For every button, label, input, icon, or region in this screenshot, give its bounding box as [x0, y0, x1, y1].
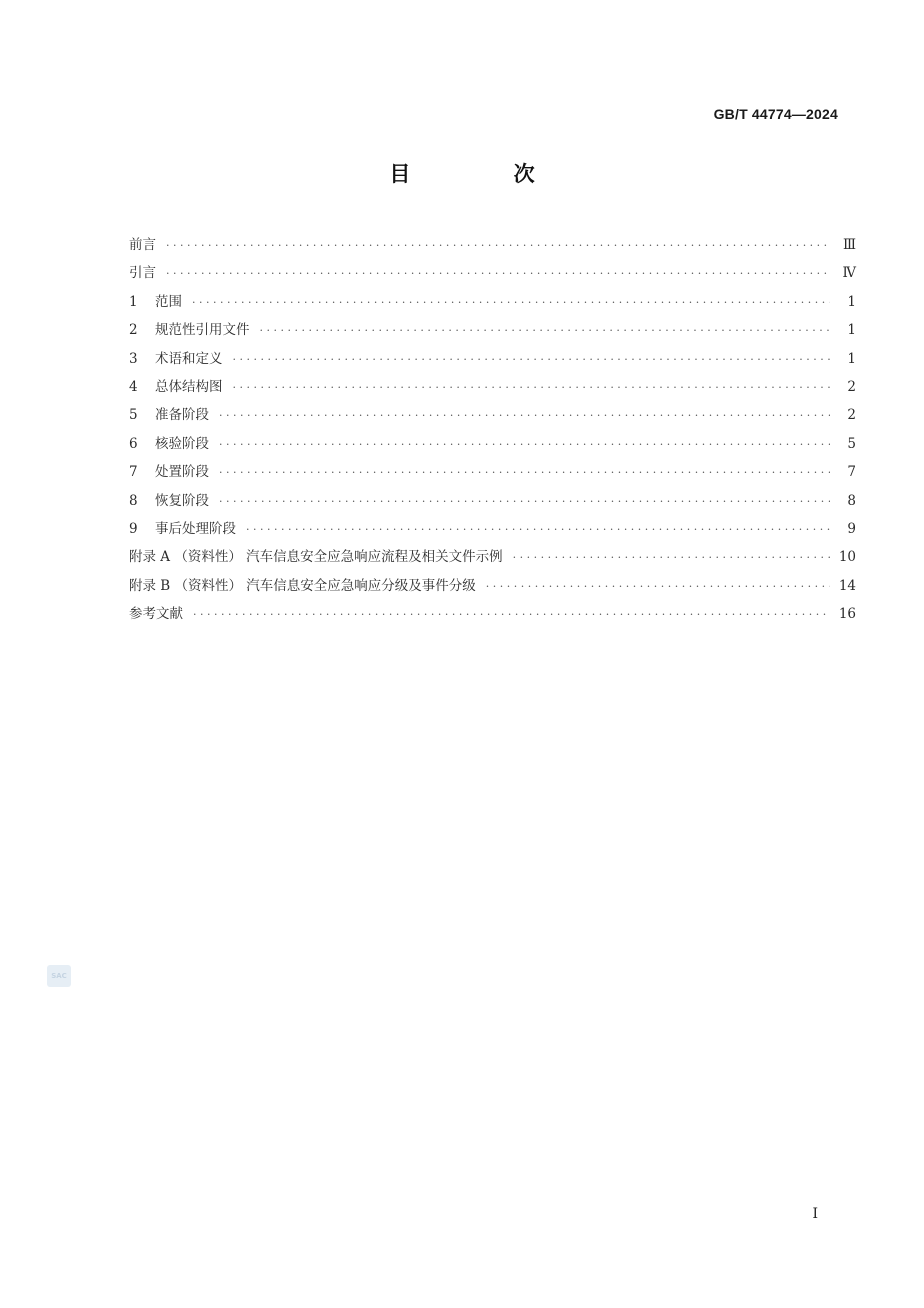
- toc-entry-label: 8 恢复阶段: [129, 492, 209, 509]
- toc-entry-post-incident[interactable]: [129, 517, 856, 545]
- toc-entry-page: 1: [847, 322, 856, 339]
- toc-entry-page: 1: [847, 350, 856, 367]
- standard-number: GB/T 44774—2024: [713, 106, 838, 122]
- toc-dot-leader: [166, 267, 830, 280]
- toc-entry-normative-references[interactable]: [129, 318, 856, 346]
- toc-entry-page: Ⅳ: [842, 265, 856, 282]
- toc-entry-preparation[interactable]: [129, 403, 856, 431]
- toc-entry-label: 附录 A （资料性） 汽车信息安全应急响应流程及相关文件示例: [129, 549, 503, 566]
- toc-entry-appendix-a[interactable]: [129, 545, 856, 573]
- toc-entry-number: 4: [129, 378, 138, 395]
- toc-dot-leader: [219, 438, 830, 451]
- toc-dot-leader: [219, 409, 830, 422]
- toc-entry-page: 14: [838, 577, 856, 594]
- toc-dot-leader: [486, 580, 830, 593]
- toc-entry-label: 7 处置阶段: [129, 464, 209, 481]
- toc-dot-leader: [233, 381, 831, 394]
- toc-entry-introduction[interactable]: [129, 261, 856, 289]
- toc-entry-page: 7: [847, 464, 856, 481]
- toc-entry-label: 参考文献: [129, 606, 183, 623]
- toc-dot-leader: [166, 239, 830, 252]
- toc-entry-bibliography[interactable]: [129, 602, 856, 630]
- toc-entry-label: 引言: [129, 265, 156, 282]
- toc-entry-terms-definitions[interactable]: [129, 347, 856, 375]
- toc-entry-label: 2 规范性引用文件: [129, 322, 250, 339]
- toc-entry-label: 5 准备阶段: [129, 407, 209, 424]
- toc-entry-label: 附录 B （资料性） 汽车信息安全应急响应分级及事件分级: [129, 577, 476, 594]
- toc-entry-number: 7: [129, 464, 138, 481]
- toc-entry-number: 5: [129, 407, 138, 424]
- page-number: I: [812, 1206, 818, 1222]
- page-title: 目 次: [389, 162, 583, 186]
- toc-entry-scope[interactable]: [129, 290, 856, 318]
- toc-entry-page: 16: [838, 606, 856, 623]
- toc-entry-number: 3: [129, 350, 138, 367]
- toc-dot-leader: [233, 353, 831, 366]
- toc-entry-label: 前言: [129, 237, 156, 253]
- toc-dot-leader: [192, 296, 830, 309]
- toc-entry-page: 5: [847, 435, 856, 452]
- toc-entry-page: 9: [847, 520, 856, 537]
- toc-entry-page: 2: [847, 407, 856, 424]
- toc-entry-label: 4 总体结构图: [129, 378, 223, 395]
- toc-entry-label: 6 核验阶段: [129, 435, 209, 452]
- toc-entry-label: 9 事后处理阶段: [129, 520, 236, 537]
- toc-dot-leader: [219, 495, 830, 508]
- toc-dot-leader: [219, 466, 830, 479]
- toc-entry-handling[interactable]: [129, 460, 856, 488]
- toc-entry-overall-structure[interactable]: [129, 375, 856, 403]
- toc-dot-leader: [260, 324, 831, 337]
- toc-entry-page: Ⅲ: [842, 237, 856, 253]
- toc-dot-leader: [513, 551, 830, 564]
- toc-entry-number: 1: [129, 293, 138, 310]
- toc-entry-verification[interactable]: [129, 432, 856, 460]
- toc-entry-number: 8: [129, 492, 138, 509]
- toc-entry-foreword[interactable]: [129, 233, 856, 261]
- toc-entry-appendix-b[interactable]: [129, 574, 856, 602]
- toc-entry-recovery[interactable]: [129, 489, 856, 517]
- table-of-contents: [129, 233, 856, 630]
- toc-entry-number: 6: [129, 435, 138, 452]
- toc-entry-page: 2: [847, 378, 856, 395]
- toc-entry-label: 1 范围: [129, 293, 182, 310]
- toc-entry-page: 10: [838, 549, 856, 566]
- toc-entry-page: 1: [847, 293, 856, 310]
- toc-entry-page: 8: [847, 492, 856, 509]
- toc-dot-leader: [246, 523, 830, 536]
- watermark-logo: SAC: [47, 965, 71, 987]
- toc-dot-leader: [193, 608, 830, 621]
- toc-entry-number: 2: [129, 322, 138, 339]
- toc-entry-number: 9: [129, 520, 138, 537]
- toc-entry-label: 3 术语和定义: [129, 350, 223, 367]
